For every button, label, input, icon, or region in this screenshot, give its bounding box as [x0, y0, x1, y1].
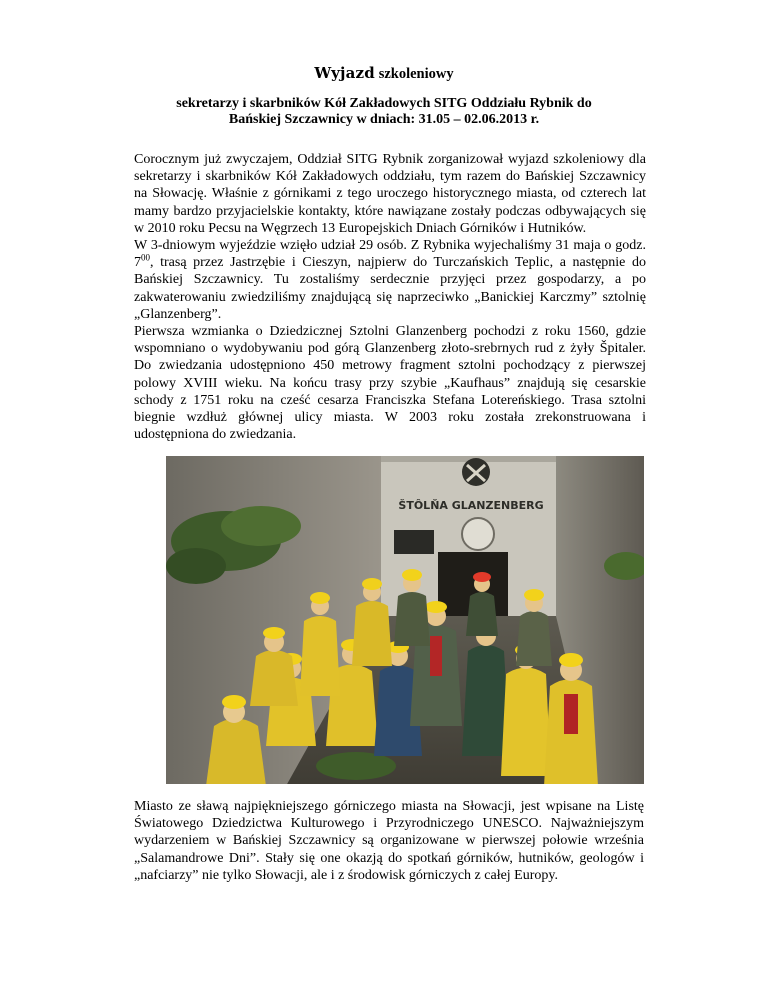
subtitle-line-1: sekretarzy i skarbników Kół Zakładowych SITG Oddziału Rybnik do	[176, 96, 592, 111]
body-text-bottom	[134, 798, 644, 884]
title-word-2: szkoleniowy	[378, 66, 454, 82]
paragraph-trip	[134, 237, 646, 323]
subtitle-line-2: Bańskiej Szczawnicy w dniach: 31.05 – 02.06.2013 r.	[228, 112, 540, 127]
photo-sign-text: ŠTÔLŇA GLANZENBERG	[398, 499, 544, 512]
document-title	[0, 64, 768, 83]
paragraph-history: Pierwsza wzmianka o Dziedzicznej Sztolni Glanzenberg pochodzi z roku 1560, gdzie wspomniano o wydobywaniu pod górą Glanzenberg złoto-srebrnych rud z żyły Špitaler. Do zwiedzania udostępniono 450 metrowy fragment sztolni pochodzący z pierwszej polowy XVIII wieku. Na końcu trasy przy szybie „Kaufhaus” znajdują się cesarskie schody z 1751 roku na cześć cesarza Franciszka Stefana Lotereńskiego. Trasa sztolni biegnie wzdłuż głównej ulicy miasta. W 2003 roku została zrekonstruowana i udostępniona do zwiedzania.	[134, 324, 646, 443]
paragraph-trip-part1: W 3-dniowym wyjeździe wzięło udział 29 osób. Z Rybnika wyjechaliśmy 31 maja o godz. 7	[134, 238, 646, 271]
paragraph-intro: Corocznym już zwyczajem, Oddział SITG Rybnik zorganizował wyjazd szkoleniowy dla sekretarzy i skarbników Kół Zakładowych oddziału, tym razem do Bańskiej Szczawnicy na Słowację. Właśnie z górnikami z tego uroczego historycznego miasta, od czterech lat mamy bardzo przyjacielskie kontakty, które nawiązane zostały podczas odbywających się w 2010 roku Pecsu na Węgrzech 13 Europejskich Dniach Górników i Hutników.	[134, 152, 646, 236]
paragraph-trip-part2: , trasą przez Jastrzębie i Cieszyn, najpierw do Turczańskich Teplic, a następnie do Bańskiej Szczawnicy. Tu zostaliśmy serdecznie przyjęci przez gospodarzy, a po zakwaterowaniu zwiedziliśmy znajdującą się naprzeciwko „Banickiej Karczmy” sztolnię „Glanzenberg”.	[134, 255, 646, 322]
departure-time-minutes: 00	[141, 252, 150, 263]
body-text-top	[134, 151, 646, 443]
document-subtitle	[160, 96, 608, 128]
title-word-1: Wyjazd	[314, 64, 375, 82]
paragraph-unesco: Miasto ze sławą najpiękniejszego górniczego miasta na Słowacji, jest wpisane na Listę Światowego Dziedzictwa Kulturowego i Przyrodniczego UNESCO. Najważniejszym wydarzeniem w Bańskiej Szczawnicy są organizowane w pierwszej połowie września „Salamandrowe Dni”. Stały się one okazją do spotkań górników, hutników, geologów i „nafciarzy” nie tylko Słowacji, ale i z środowisk górniczych z całej Europy.	[134, 799, 644, 883]
group-photo	[166, 456, 644, 784]
